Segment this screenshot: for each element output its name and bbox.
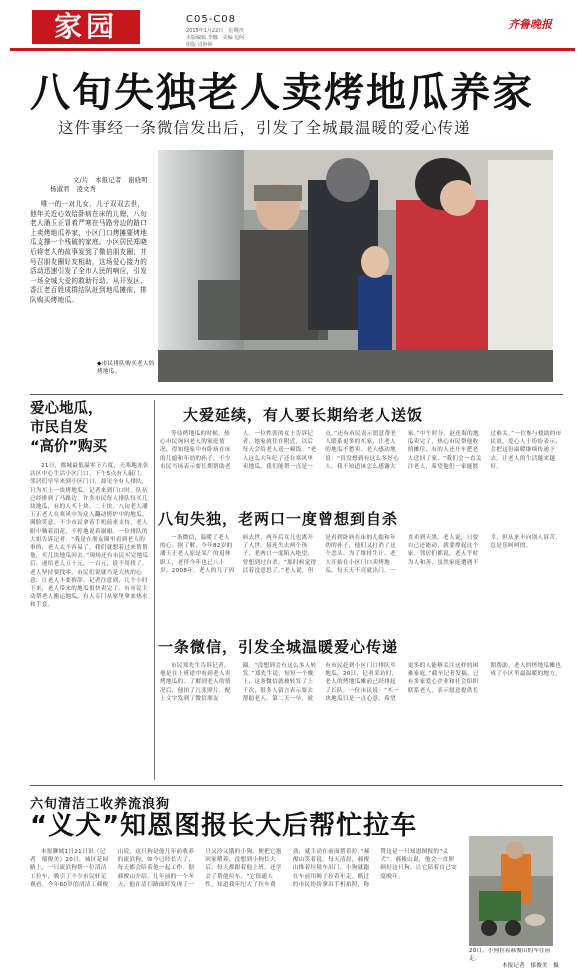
story2-kicker: 六旬清洁工收养流浪狗 [30, 797, 171, 812]
story-divider [30, 785, 563, 786]
byline-1: 文/片 本报记者 谢晓明 [73, 177, 148, 184]
section-logo: 家园 [32, 10, 140, 44]
paper-brand-logo: 齐鲁晚报 [508, 18, 552, 31]
byline-2: 杨淑君 凌文秀 [50, 186, 97, 194]
section-body-1: 等待烤地瓜的时候，热心市民询问老人的家庭情况，得知他家中有卧病在床的儿媳和年幼的孙子，不少市民当场表示要长期帮助老人。一位姓张的女士告诉记者，她家就住在附近，以后每天会给老人送一顿饭。“老人这么大年纪了还在寒风里卖地瓜，我们能帮一点是一点。”还有市民表示愿意帮老人联系更多的买家，让老人的地瓜不愁卖。老人感动地说：“真没想到有这么多好心人，我不知道该怎么感谢大家。”中午时分，赵连海的地瓜卖完了，热心市民帮他收拾摊位，有的人还开车把老人送回了家。“我们会一直关注老人，希望他们一家能渡过难关。”一位参与救助的市民说。爱心人士纷纷表示，会把这份温暖继续传递下去，让老人的生活越来越好。 [160, 431, 562, 470]
lead-photo [158, 150, 553, 382]
section-heading-3: 一条微信，引发全城温暖爱心传递 [158, 638, 399, 656]
story2-title: “义犬”知恩图报长大后帮忙拉车 [30, 811, 418, 841]
lead-paragraph: 唯一的一对儿女、儿子双双去世，他年关近心效给卧病在床的儿媳，八旬老人潘玉正冒着严寒在马路旁边的路口上卖烤地瓜养家，小区门口烤摊要烤地瓜支撑一个残破的家庭。小区居民郑晓后将老人的故事发到了微信朋友圈，并号召朋友圈好友相助，这场爱心接力的活动迅速引发了全市人民的响应，引发一场全城大爱的救助行动。从开发区、香江老百姓成群结队赶到地瓜摊前，排队购买烤地瓜。 [30, 200, 148, 304]
page-range: C05-C08 [186, 14, 237, 25]
page-title: 八旬失独老人卖烤地瓜养家 [30, 70, 534, 116]
masthead-divider [10, 48, 575, 51]
masthead [10, 6, 575, 48]
section-heading-1: 大爱延续，有人要长期给老人送饭 [183, 406, 424, 424]
sidebar-body: 21日，都城最低温零下六度，天寒地冻张店区中心生活小区门口。下午5点有人敲门，邻居们早早来到小区门口，却见全有人排队，只为买上一块烤地瓜。记者来到门口时，队伍已经排到了马路边。许多市民每人排队每买几块地瓜，有的人买十块、二十块。八旬老人潘玉正老人在寒风中为众人翻动烤炉中的地瓜，满脸笑意。不少市民拿着手机前来支持，老人眼中噙着泪花，不停地说着谢谢。一位排队的大姐告诉记者：“我是在朋友圈里看到老人的事的，老人太不容易了，我们就想着过来帮帮他，买几块地瓜回去。”现场还有市民买完地瓜后，递给老人五十元、一百元，说不用找了。老人坚持要找零，市民们说就当是大伙的心意，让老人不要推辞。记者注意到，几个小时下来，老人带来的地瓜很快卖完了。有市民主动帮老人搬运地瓜，有人专门从家里拿来热水和手套。 [30, 463, 149, 609]
story2-photo-caption: 20日，小狗拉着郝俊山的车往前走。 本报记者 郁俊美 摄 [469, 948, 559, 970]
section-body-3: 市民郑先生告诉记者，他是在上班途中看到老人卖烤地瓜的。了解到老人的情况后，他拍了几张照片，配上文字发到了微信朋友圈。“没想到会有这么多人转发。”郑先生说，短短一个晚上，这条微信就被转发了上千次，很多人留言表示要去帮助老人。第二天一早，就有市民赶到小区门口排队买地瓜。20日，记者采访时，老人的烤地瓜摊前已经排起了长队。一位市民说：“买一块地瓜只是一点心意，希望更多的人能够关注这样的困难家庭。”截至记者发稿，已有多家爱心企业和社会组织联系老人，表示愿意提供长期帮助。老人的烤地瓜摊也成了小区里最温暖的地方。 [160, 663, 562, 702]
sidebar-title: 爱心地瓜， 市民自发 “高价”购买 [30, 401, 108, 455]
editor-line-2: 组版 肖婷婷 [186, 42, 213, 48]
story2-photo-image [469, 836, 553, 946]
lead-photo-caption: ◆市民排队购买老人的烤地瓜。 [97, 361, 155, 375]
editor-line: 本版编辑 李娜 美编 边阿 [186, 35, 245, 41]
lead-photo-image [158, 150, 553, 382]
column-rule [154, 400, 155, 780]
date-line: 2015年1月22日 星期四 [186, 28, 244, 34]
section-heading-2: 八旬失独，老两口一度曾想到自杀 [158, 510, 399, 528]
caption-marker-icon: ◆ [97, 361, 102, 367]
story2-body: 本报聊城1月21日讯（记者 郁俊美）20日，城区花园路上，一只流浪狗帮一位清洁工拉车，吸引了不少市民驻足观看。今年60岁的清洁工郝俊山说，这只狗是他几年前收养的流浪狗，如今已经长大了，每天都会陪着他一起工作。据郝俊山介绍，几年前的一个冬天，他在清扫路面时发现了一只又冷又饿的小狗，便把它抱回家喂养。没想到小狗长大后，每天都跟着他上班，还学会了帮他拉车。“它很通人性，知道我年纪大了拉车费劲，就主动在前面帮着拉。”郝俊山笑着说。每天清晨，郝俊山推着垃圾车出门，小狗就跑在车前用绳子拉着车走。路过的市民纷纷拿出手机拍照，称赞这是一只知恩图报的“义犬”。郝俊山说，他会一直照顾好这只狗，让它陪着自己安度晚年。 [30, 849, 457, 888]
byline [30, 176, 148, 194]
section-divider [30, 394, 563, 395]
page-subtitle: 这件事经一条微信发出后，引发了全城最温暖的爱心传递 [58, 119, 471, 137]
story2-photo [469, 836, 553, 946]
section-body-2: 一条微信，温暖了老人的心。据了解，今年82岁的潘玉正老人原是某厂的退休职工，老伴今年也已八十岁。2008年，老人的儿子因病去世，两年后女儿也离开了人世。接连失去两个孩子，老两口一度陷入绝望，曾想到过自杀。“那时候觉得活着没意思了。”老人说，但是看到卧病在床的儿媳和年幼的孙子，他们又打消了这个念头。为了维持生计，老人开始在小区门口卖烤地瓜，每天天不亮就出门，一直卖到天黑。老人说，只要自己还能动，就要撑起这个家。邻居们都说，老人平时为人和善，虽然家庭遭遇不幸，但从来不向别人诉苦，总是乐呵呵的。 [160, 535, 562, 574]
